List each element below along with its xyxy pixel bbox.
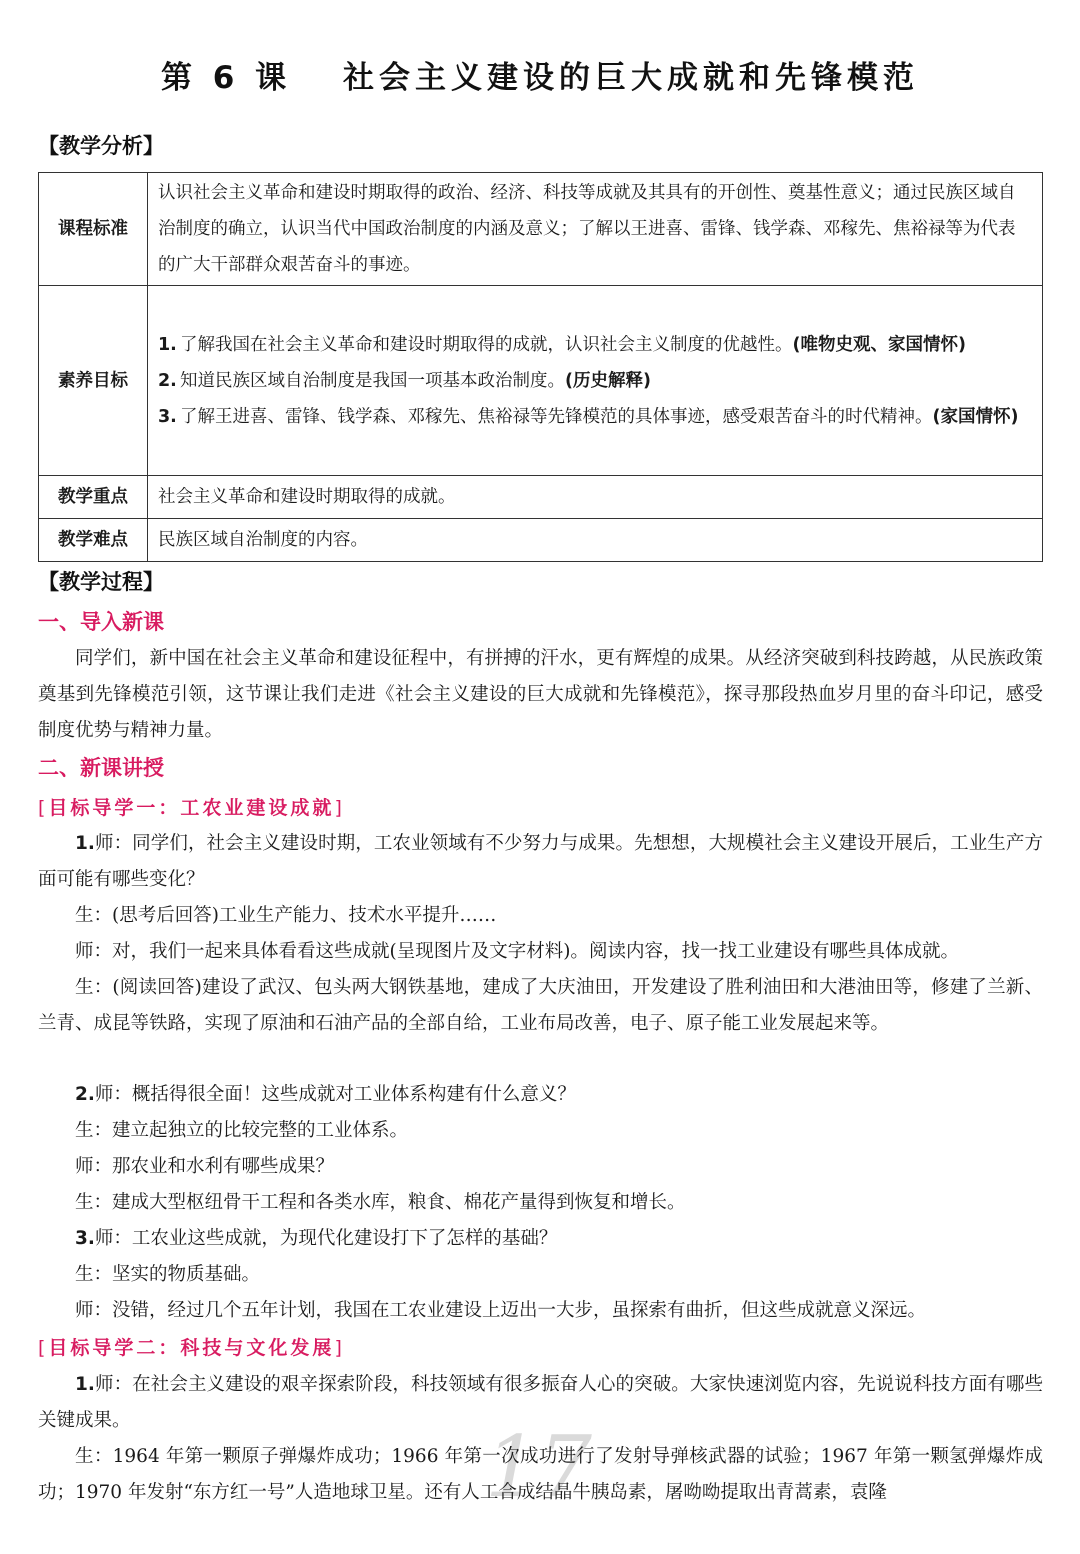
table-row-focus (39, 476, 1043, 519)
obj1-paragraph-5: 2.师：概括得很全面！这些成就对工业体系构建有什么意义？ (75, 1084, 576, 1105)
standard-head: 课程标准 (39, 173, 148, 286)
analysis-table (38, 172, 1043, 562)
intro-heading: 一、导入新课 (38, 610, 164, 634)
lesson-title: 第 6 课 社会主义建设的巨大成就和先锋模范 (161, 60, 919, 96)
new-lesson-heading: 二、新课讲授 (38, 756, 164, 780)
table-row-standard (39, 173, 1043, 286)
obj1-paragraph-6: 生：建立起独立的比较完整的工业体系。 (75, 1120, 409, 1141)
process-label: 【教学过程】 (38, 570, 164, 594)
obj1-paragraph-7: 师：那农业和水利有哪些成果？ (75, 1156, 335, 1177)
obj1-paragraph-10: 生：坚实的物质基础。 (75, 1264, 261, 1285)
obj2-paragraph-1: 1.师：在社会主义建设的艰辛探索阶段，科技领域有很多振奋人心的突破。大家快速浏览内容，先说说科技方面有哪些关键成果。 (38, 1374, 1043, 1431)
obj1-paragraph-1: 1.师：同学们，社会主义建设时期，工农业领域有不少努力与成果。先想想，大规模社会主义建设开展后，工业生产方面可能有哪些变化？ (38, 833, 1043, 890)
standard-text: 认识社会主义革命和建设时期取得的政治、经济、科技等成就及其具有的开创性、奠基性意义；通过民族区域自治制度的确立，认识当代中国政治制度的内涵及意义；了解以王进喜、雷锋、钱学森、邓稼先、焦裕禄等为代表的广大干部群众艰苦奋斗的事迹。 (148, 173, 1043, 286)
page-number: 17 (485, 1418, 592, 1516)
obj1-paragraph-11: 师：没错，经过几个五年计划，我国在工农业建设上迈出一大步，虽探索有曲折，但这些成就意义深远。 (75, 1300, 927, 1321)
obj1-paragraph-4: 生：(阅读回答)建设了武汉、包头两大钢铁基地，建成了大庆油田，开发建设了胜利油田和大港油田等，修建了兰新、兰青、成昆等铁路，实现了原油和石油产品的全部自给，工业布局改善，电子、原子能工业发展起来等。 (38, 977, 1043, 1034)
literacy-tag-1: (唯物史观、家国情怀) (792, 334, 966, 355)
obj1-paragraph-8: 生：建成大型枢纽骨干工程和各类水库，粮食、棉花产量得到恢复和增长。 (75, 1192, 686, 1213)
literacy-head: 素养目标 (39, 286, 148, 476)
objective-2-heading: [目标导学二：科技与文化发展] (38, 1337, 345, 1359)
table-row-difficulty (39, 519, 1043, 562)
literacy-goal-3: 3. 了解王进喜、雷锋、钱学森、邓稼先、焦裕禄等先锋模范的具体事迹，感受艰苦奋斗的时代精神。(家国情怀) (158, 406, 1019, 427)
table-row-literacy (39, 286, 1043, 476)
literacy-goals (148, 286, 1043, 476)
difficulty-text: 民族区域自治制度的内容。 (148, 519, 1043, 562)
literacy-tag-2: (历史解释) (565, 370, 651, 391)
obj2-paragraph-2: 生：1964 年第一颗原子弹爆炸成功；1966 年第一次成功进行了发射导弹核武器的试验；1967 年第一颗氢弹爆炸成功；1970 年发射“东方红一号”人造地球卫星。还有人工合成结晶牛胰岛素，屠呦呦提取出青蒿素，袁隆 (38, 1446, 1043, 1503)
literacy-goal-2: 2. 知道民族区域自治制度是我国一项基本政治制度。(历史解释) (158, 370, 651, 391)
intro-paragraph: 同学们，新中国在社会主义革命和建设征程中，有拼搏的汗水，更有辉煌的成果。从经济突破到科技跨越，从民族政策奠基到先锋模范引领，这节课让我们走进《社会主义建设的巨大成就和先锋模范》，探寻那段热血岁月里的奋斗印记，感受制度优势与精神力量。 (38, 648, 1043, 741)
focus-text: 社会主义革命和建设时期取得的成就。 (148, 476, 1043, 519)
objective-1-heading: [目标导学一：工农业建设成就] (38, 797, 345, 819)
obj1-paragraph-9: 3.师：工农业这些成就，为现代化建设打下了怎样的基础？ (75, 1228, 558, 1249)
literacy-tag-3: (家国情怀) (932, 406, 1019, 427)
obj1-paragraph-3: 师：对，我们一起来具体看看这些成就(呈现图片及文字材料)。阅读内容，找一找工业建设有哪些具体成就。 (75, 941, 959, 962)
focus-head: 教学重点 (39, 476, 148, 519)
difficulty-head: 教学难点 (39, 519, 148, 562)
literacy-goal-1: 1. 了解我国在社会主义革命和建设时期取得的成就，认识社会主义制度的优越性。(唯物史观、家国情怀) (158, 334, 966, 355)
analysis-label: 【教学分析】 (38, 134, 164, 158)
obj1-paragraph-2: 生：(思考后回答)工业生产能力、技术水平提升…… (75, 905, 497, 926)
